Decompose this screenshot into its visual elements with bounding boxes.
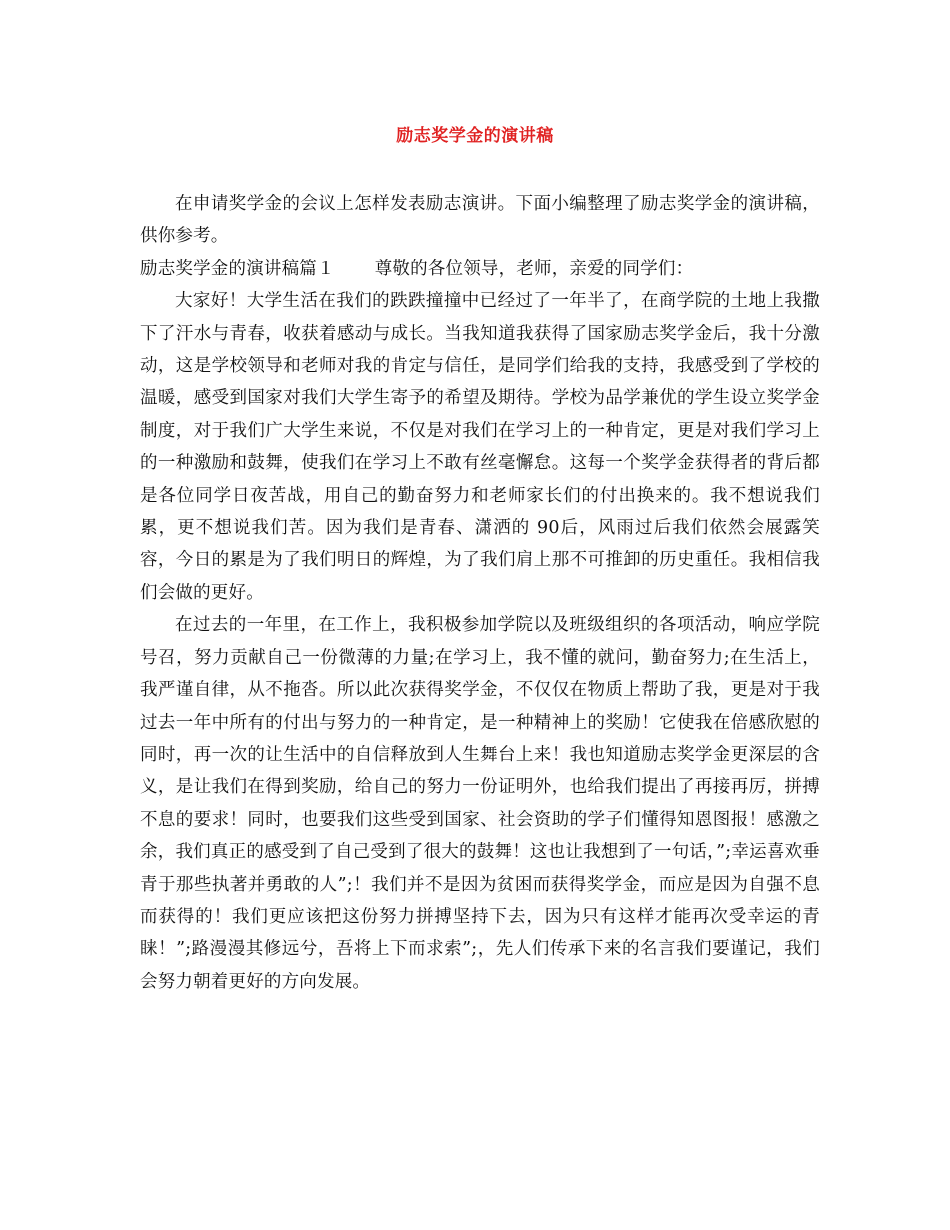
body-paragraph-2: 在过去的一年里，在工作上，我积极参加学院以及班级组织的各项活动，响应学院号召，努力贡献自己一份微薄的力量;在学习上，我不懂的就问，勤奋努力;在生活上，我严谨自律，从不拖沓。所以此次获得奖学金，不仅仅在物质上帮助了我，更是对于我过去一年中所有的付出与努力的一种肯定，是一种精神上的奖励！它使我在倍感欣慰的同时，再一次的让生活中的自信释放到人生舞台上来！我也知道励志奖学金更深层的含义，是让我们在得到奖励，给自己的努力一份证明外，也给我们提出了再接再厉，拼搏不息的要求！同时，也要我们这些受到国家、社会资助的学子们懂得知恩图报！感激之余，我们真正的感受到了自己受到了很大的鼓舞！这也让我想到了一句话，”;幸运喜欢垂青于那些执著并勇敢的人”;！我们并不是因为贫困而获得奖学金，而应是因为自强不息而获得的！我们更应该把这份努力拼搏坚持下去，因为只有这样才能再次受幸运的青睐！”;路漫漫其修远兮，吾将上下而求索”;，先人们传承下来的名言我们要谨记，我们会努力朝着更好的方向发展。 (140, 615, 820, 992)
section-heading-line (140, 253, 820, 285)
section-label: 励志奖学金的演讲稿篇１ (140, 258, 335, 279)
document-title: 励志奖学金的演讲稿 (396, 126, 554, 146)
salutation: 尊敬的各位领导，老师，亲爱的同学们： (374, 258, 694, 279)
document-body (140, 188, 820, 998)
body-paragraph-1: 大家好！大学生活在我们的跌跌撞撞中已经过了一年半了，在商学院的土地上我撒下了汗水与青春，收获着感动与成长。当我知道我获得了国家励志奖学金后，我十分激动，这是学校领导和老师对我的肯定与信任，是同学们给我的支持，我感受到了学校的温暖，感受到国家对我们大学生寄予的希望及期待。学校为品学兼优的学生设立奖学金制度，对于我们广大学生来说，不仅是对我们在学习上的一种肯定，更是对我们学习上的一种激励和鼓舞，使我们在学习上不敢有丝毫懈怠。这每一个奖学金获得者的背后都是各位同学日夜苦战，用自己的勤奋努力和老师家长们的付出换来的。我不想说我们累，更不想说我们苦。因为我们是青春、潇洒的 90后，风雨过后我们依然会展露笑容，今日的累是为了我们明日的辉煌，为了我们肩上那不可推卸的历史重任。我相信我们会做的更好。 (140, 291, 820, 603)
intro-paragraph: 在申请奖学金的会议上怎样发表励志演讲。下面小编整理了励志奖学金的演讲稿，供你参考。 (140, 194, 820, 247)
